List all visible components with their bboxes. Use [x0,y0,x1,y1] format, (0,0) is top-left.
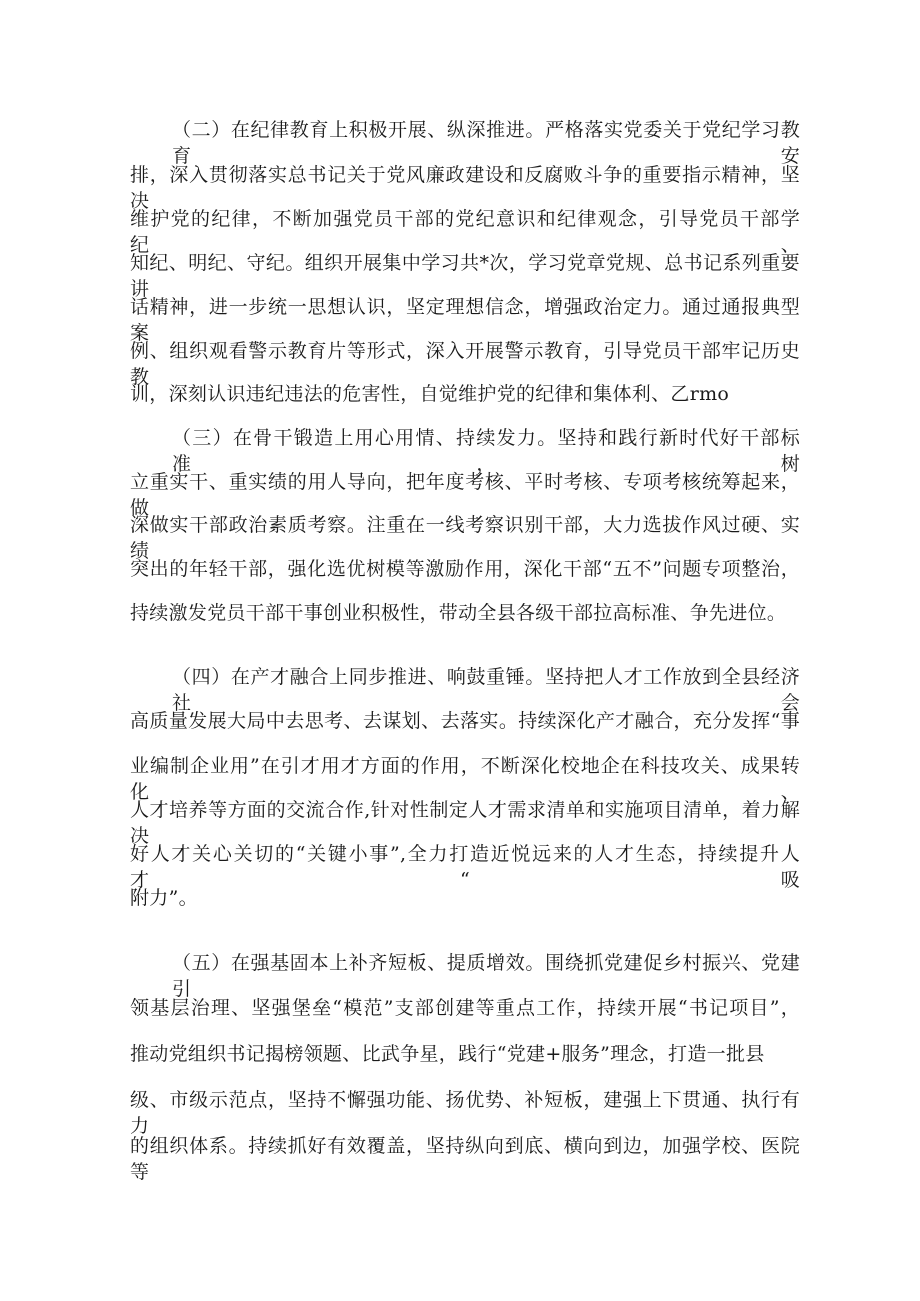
paragraph-2-line-5: 话精神，进一步统一思想认识，坚定理想信念，增强政治定力。通过通报典型案 [130,296,800,344]
paragraph-5-line-2: 领基层治理、坚强堡垒“模范”支部创建等重点工作，持续开展“书记项目”， [130,997,800,1019]
paragraph-3-line-1: （三）在骨干锻造上用心用情、持续发力。坚持和践行新时代好干部标准，树 [172,427,800,475]
paragraph-2-line-7: 训，深刻认识违纪违法的危害性，自觉维护党的纪律和集体利、乙rmo [130,383,730,405]
paragraph-5-line-4: 级、市级示范点，坚持不懈强功能、扬优势、补短板，建强上下贯通、执行有力 [130,1089,800,1137]
paragraph-4-line-6: 附力”。 [130,887,198,909]
paragraph-2-line-1: （二）在纪律教育上积极开展、纵深推进。严格落实党委关于党纪学习教育安 [172,119,800,167]
paragraph-2-line-3: 维护党的纪律，不断加强党员干部的党纪意识和纪律观念，引导党员干部学纪、 [130,208,800,256]
paragraph-4-line-3: 业编制企业用”在引才用才方面的作用，不断深化校地企在科技攻关、成果转化、 [130,755,800,803]
paragraph-3-line-3: 深做实干部政治素质考察。注重在一线考察识别干部，大力选拔作风过硬、实绩 [130,514,800,562]
paragraph-2-line-6: 例、组织观看警示教育片等形式，深入开展警示教育，引导党员干部牢记历史教 [130,340,800,388]
paragraph-4-line-2: 高质量发展大局中去思考、去谋划、去落实。持续深化产才融合，充分发挥“事 [130,710,800,732]
paragraph-3-line-4: 突出的年轻干部，强化选优树模等激励作用，深化干部“五不”问题专项整治， [130,558,800,580]
paragraph-5-line-5: 的组织体系。持续抓好有效覆盖，坚持纵向到底、横向到边，加强学校、医院等 [130,1135,800,1183]
paragraph-5-line-1: （五）在强基固本上补齐短板、提质增效。围绕抓党建促乡村振兴、党建引 [172,952,800,1000]
paragraph-4-line-4: 人才培养等方面的交流合作,针对性制定人才需求清单和实施项目清单，着力解决 [130,799,800,847]
paragraph-4-line-5: 好人才关心关切的“关键小事”,全力打造近悦远来的人才生态，持续提升人才“吸 [130,843,800,891]
paragraph-3-line-2: 立重实干、重实绩的用人导向，把年度考核、平时考核、专项考核统筹起来，做 [130,471,800,519]
paragraph-3-line-5: 持续激发党员干部干事创业积极性，带动全县各级干部拉高标准、争先进位。 [130,602,787,624]
paragraph-2-line-2: 排，深入贯彻落实总书记关于党风廉政建设和反腐败斗争的重要指示精神，坚决 [130,164,800,212]
paragraph-2-line-4: 知纪、明纪、守纪。组织开展集中学习共*次，学习党章党规、总书记系列重要讲 [130,252,800,300]
paragraph-5-line-3: 推动党组织书记揭榜领题、比武争星，践行“党建+服务”理念，打造一批县 [130,1043,765,1065]
paragraph-4-line-1: （四）在产才融合上同步推进、响鼓重锤。坚持把人才工作放到全县经济社会 [172,666,800,714]
